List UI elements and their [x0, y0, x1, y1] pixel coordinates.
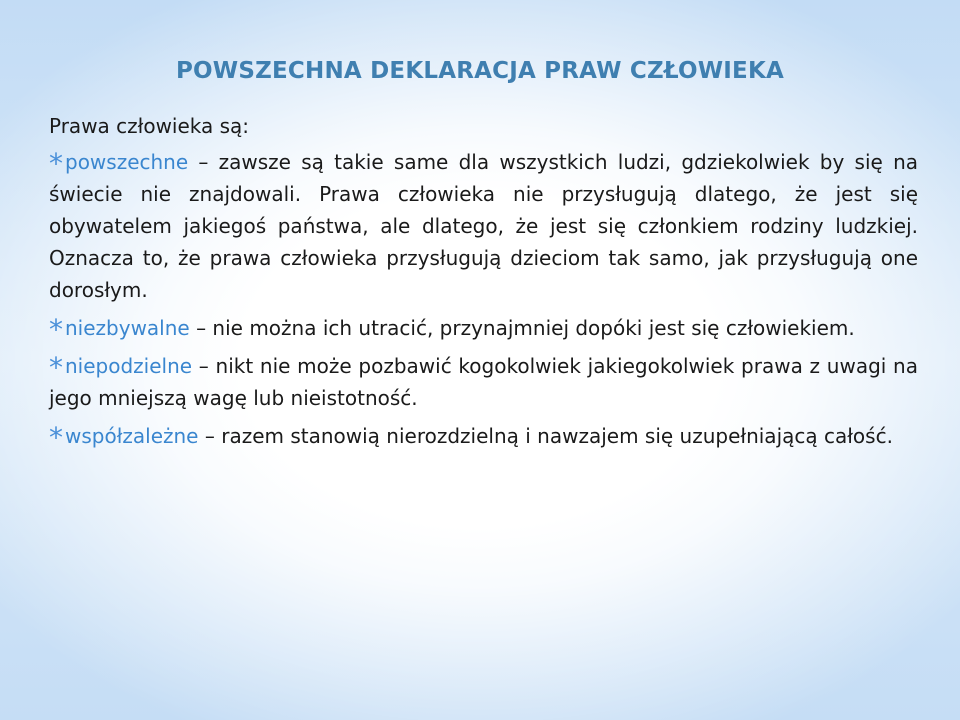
bullet-term: współzależne: [65, 424, 199, 448]
slide-content: [49, 110, 918, 458]
asterisk-bullet-icon: *: [49, 313, 63, 346]
bullet-term: powszechne: [65, 150, 189, 174]
bullet-item-niepodzielne: [49, 350, 918, 414]
bullet-term: niezbywalne: [65, 316, 190, 340]
asterisk-bullet-icon: *: [49, 147, 63, 180]
bullet-text: – zawsze są takie same dla wszystkich ludzi, gdziekolwiek by się na świecie nie znajdowali. Prawa człowieka nie przysługują dlatego, że jest się obywatelem jakiegoś państwa, ale dlatego, że jest się członkiem rodziny ludzkiej. Oznacza to, że prawa człowieka przysługują dzieciom tak samo, jak przysługują one dorosłym.: [49, 150, 918, 302]
slide-title: POWSZECHNA DEKLARACJA PRAW CZŁOWIEKA: [176, 58, 784, 84]
asterisk-bullet-icon: *: [49, 351, 63, 384]
bullet-item-niezbywalne: [49, 312, 918, 344]
asterisk-bullet-icon: *: [49, 421, 63, 454]
bullet-text: – nie można ich utracić, przynajmniej dopóki jest się człowiekiem.: [189, 316, 855, 340]
bullet-item-wspolzalezne: [49, 420, 918, 452]
intro-text: Prawa człowieka są:: [49, 114, 250, 138]
bullet-text: – razem stanowią nierozdzielną i nawzajem się uzupełniającą całość.: [198, 424, 893, 448]
bullet-item-powszechne: [49, 146, 918, 306]
bullet-term: niepodzielne: [65, 354, 193, 378]
bullet-text: – nikt nie może pozbawić kogokolwiek jakiegokolwiek prawa z uwagi na jego mniejszą wagę lub nieistotność.: [49, 354, 918, 410]
